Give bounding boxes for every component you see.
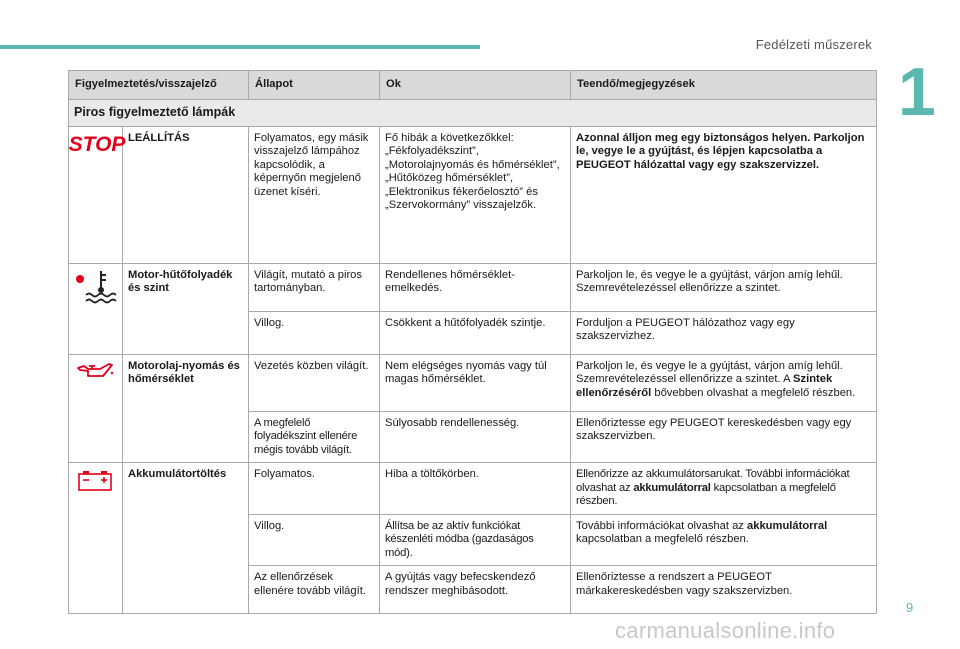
- cause-cell: A gyújtás vagy befecskendező rendszer meghibásodott.: [380, 566, 571, 614]
- cause-cell: Fő hibák a következőkkel: „Fékfolyadékszint”, „Motorolajnyomás és hőmérséklet”, „Hűtőközeg hőmérséklet”, „Elektronikus fékerőelosztó” és „Szervokormány” visszajelzők.: [380, 126, 571, 263]
- svg-text:STOP: STOP: [68, 132, 126, 156]
- state-cell: Folyamatos, egy másik visszajelző lámpához kapcsolódik, a képernyőn megjelenő üzenet kíséri.: [249, 126, 380, 263]
- action-cell: Ellenőriztesse egy PEUGEOT kereskedésben vagy egy szakszervizben.: [571, 411, 877, 463]
- column-header-action: Teendő/megjegyzések: [571, 71, 877, 100]
- action-cell: [571, 354, 877, 411]
- action-text: További információkat olvashat az: [576, 519, 748, 532]
- page-number: 9: [906, 600, 914, 615]
- indicator-name: LEÁLLÍTÁS: [123, 126, 249, 263]
- action-text: kapcsolatban a megfelelő részben.: [576, 533, 749, 545]
- coolant-temperature-icon: [74, 269, 122, 305]
- indicator-name: Motorolaj-nyomás és hőmérséklet: [123, 354, 249, 463]
- action-cell: [571, 463, 877, 515]
- action-text: bővebben olvashat a megfelelő részben.: [651, 386, 856, 399]
- watermark: carmanualsonline.info: [615, 618, 836, 643]
- state-cell: Vezetés közben világít.: [249, 354, 380, 411]
- action-cell: Azonnal álljon meg egy biztonságos helyen. Parkoljon le, vegye le a gyújtást, és lépjen kapcsolatba a PEUGEOT hálózattal vagy egy szakszervizzel.: [571, 126, 877, 263]
- state-cell: Az ellenőrzések ellenére tovább világít.: [249, 566, 380, 614]
- column-header-indicator: Figyelmeztetés/visszajelző: [69, 71, 249, 100]
- table-row: [69, 354, 877, 411]
- battery-icon: [77, 468, 113, 492]
- chapter-number: 1: [898, 54, 936, 130]
- cause-cell: Csökkent a hűtőfolyadék szintje.: [380, 311, 571, 354]
- stop-icon: [68, 132, 126, 156]
- warning-lights-table: [68, 70, 877, 614]
- cause-cell: Súlyosabb rendellenesség.: [380, 411, 571, 463]
- state-cell: Világít, mutató a piros tartományban.: [249, 263, 380, 311]
- top-accent-bar: [0, 45, 480, 49]
- action-text: Ellenőrizze az akkumulátorsarukat. További információkat olvashat az: [576, 468, 850, 494]
- column-header-state: Állapot: [249, 71, 380, 100]
- state-cell: Folyamatos.: [249, 463, 380, 515]
- battery-icon-cell: [69, 463, 123, 614]
- table-row: [69, 463, 877, 515]
- cause-cell: Rendellenes hőmérséklet-emelkedés.: [380, 263, 571, 311]
- coolant-icon-cell: [69, 263, 123, 354]
- action-text: kapcsolatban a megfelelő részben.: [576, 481, 836, 507]
- action-text: Parkoljon le, és vegye le a gyújtást, várjon amíg lehűl. Szemrevételezéssel ellenőrizze a szintet. A: [576, 359, 843, 385]
- section-heading-row: [69, 100, 877, 127]
- action-cell: Forduljon a PEUGEOT hálózathoz vagy egy szakszervizhez.: [571, 311, 877, 354]
- action-cell: [571, 514, 877, 566]
- action-cell: Ellenőriztesse a rendszert a PEUGEOT márkakereskedésben vagy szakszervizben.: [571, 566, 877, 614]
- oil-icon-cell: [69, 354, 123, 463]
- action-link-text: akkumulátorral: [747, 519, 828, 532]
- indicator-name: Akkumulátortöltés: [123, 463, 249, 614]
- cause-cell: Állítsa be az aktív funkciókat készenléti módba (gazdaságos mód).: [380, 514, 571, 566]
- oil-can-icon: [75, 360, 115, 382]
- section-heading: Piros figyelmeztető lámpák: [69, 100, 877, 127]
- action-link-text: akkumulátorral: [633, 481, 711, 494]
- table-header-row: [69, 71, 877, 100]
- cause-cell: Nem elégséges nyomás vagy túl magas hőmérséklet.: [380, 354, 571, 411]
- table-row: [69, 126, 877, 263]
- action-cell: Parkoljon le, és vegye le a gyújtást, várjon amíg lehűl. Szemrevételezéssel ellenőrizze a szintet.: [571, 263, 877, 311]
- cause-cell: Hiba a töltőkörben.: [380, 463, 571, 515]
- state-cell: Villog.: [249, 514, 380, 566]
- section-title: Fedélzeti műszerek: [755, 37, 872, 52]
- state-cell: Villog.: [249, 311, 380, 354]
- indicator-name: Motor-hűtőfolyadék és szint: [123, 263, 249, 354]
- action-link-text: Szintek ellenőrzéséről: [576, 373, 833, 399]
- table-row: [69, 263, 877, 311]
- column-header-cause: Ok: [380, 71, 571, 100]
- stop-icon-cell: [68, 126, 126, 263]
- state-cell: A megfelelő folyadékszint ellenére mégis tovább világít.: [249, 411, 380, 463]
